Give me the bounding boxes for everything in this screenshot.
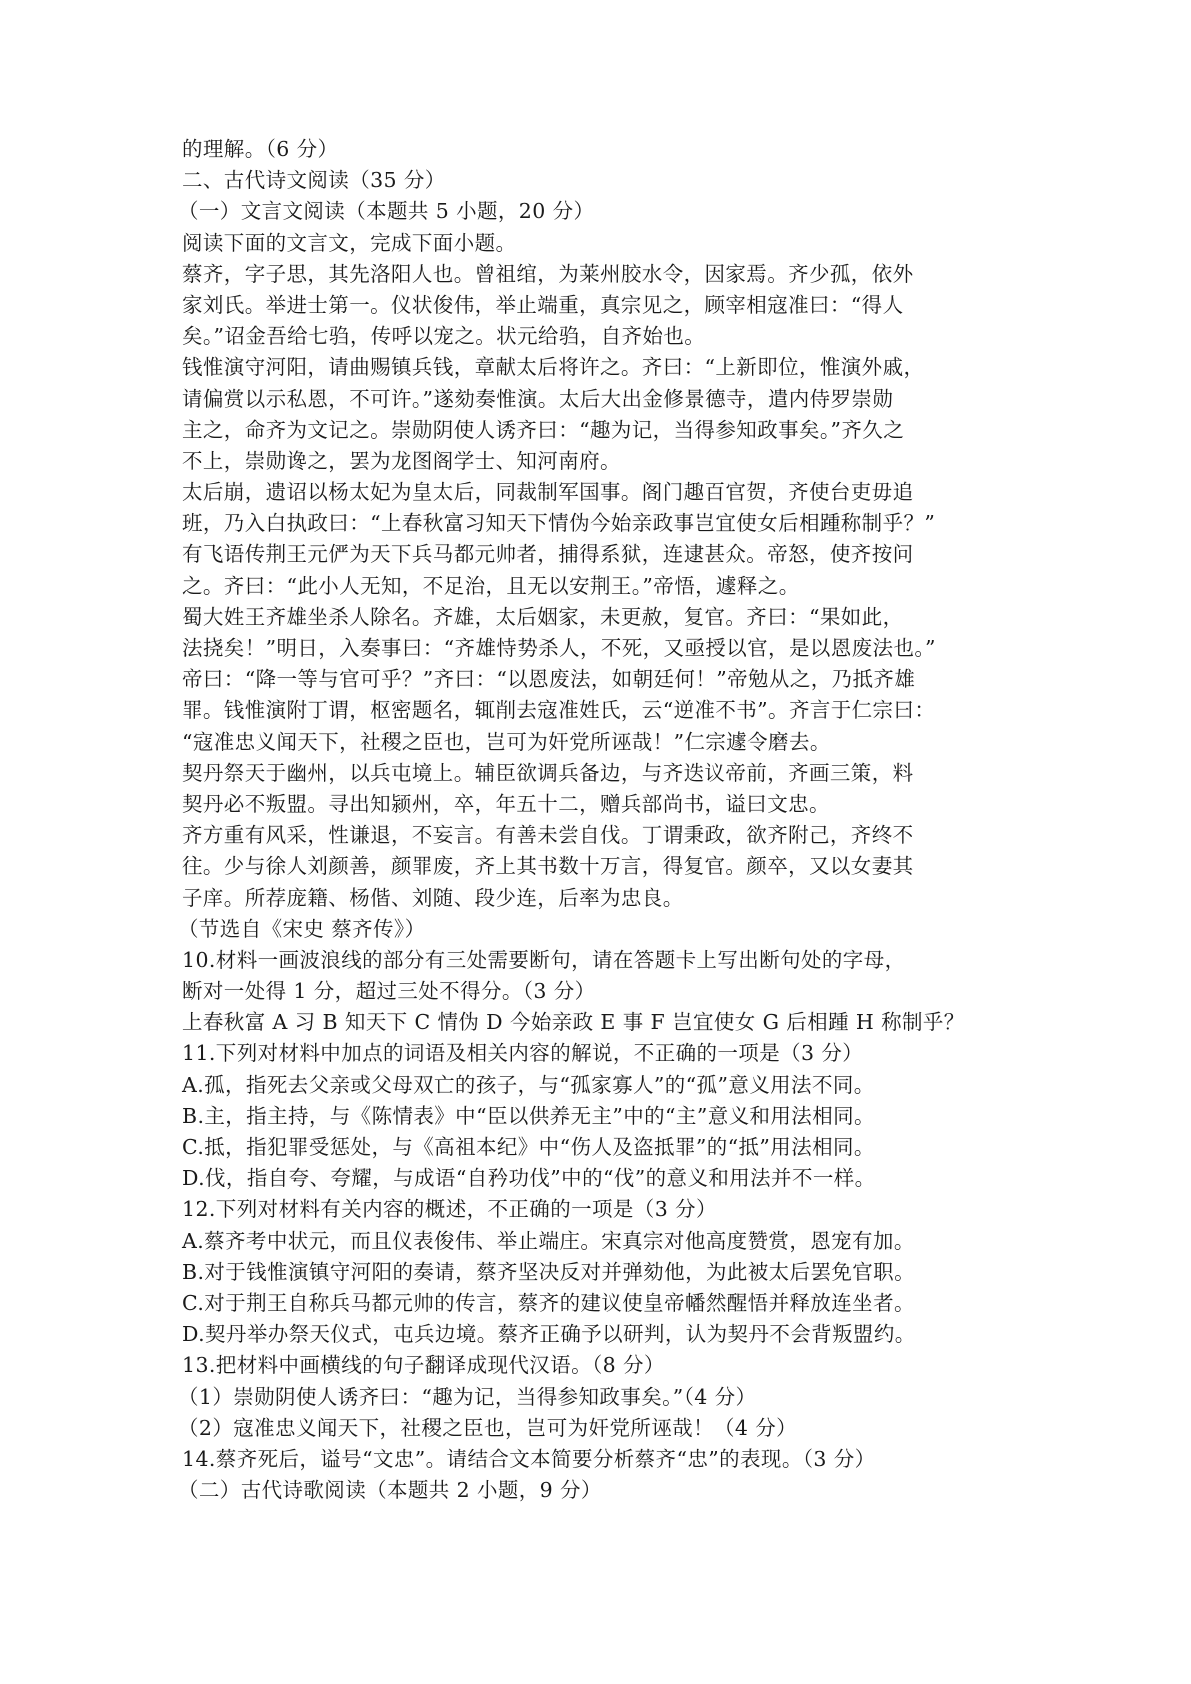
passage-line: 子庠。所荐庞籍、杨偕、刘随、段少连，后率为忠良。: [182, 885, 684, 910]
passage-line: 太后崩，遗诏以杨太妃为皇太后，同裁制军国事。阁门趣百官贺，齐使台吏毋追: [182, 480, 914, 505]
question-11-option-c: C.抵，指犯罪受惩处，与《高祖本纪》中“伤人及盗抵罪”的“抵”用法相同。: [182, 1135, 875, 1159]
passage-line: 齐方重有风采，性谦退，不妄言。有善未尝自伐。丁谓秉政，欲齐附己，齐终不: [182, 823, 914, 848]
question-13-part-2: （2）寇准忠义闻天下，社稷之臣也，岂可为奸党所诬哉！（4 分）: [178, 1415, 797, 1440]
passage-line: 班，乃入白执政曰：“上春秋富习知天下情伪今始亲政事岂宜使女后相踵称制乎？”: [182, 511, 936, 536]
passage-line: 罪。钱惟演附丁谓，枢密题名，辄削去寇准姓氏，云“逆准不书”。齐言于仁宗曰：: [182, 698, 936, 723]
passage-line: 钱惟演守河阳，请曲赐镇兵钱，章献太后将许之。齐曰：“上新即位，惟演外戚，: [182, 355, 925, 380]
passage-line: 主之，命齐为文记之。崇勋阴使人诱齐曰：“趣为记，当得参知政事矣。”齐久之: [182, 417, 905, 442]
passage-line: 契丹必不叛盟。寻出知颍州，卒，年五十二，赠兵部尚书，谥曰文忠。: [182, 791, 830, 816]
passage-line: 家刘氏。举进士第一。仪状俊伟，举止端重，真宗见之，顾宰相寇准曰：“得人: [182, 292, 904, 317]
passage-line: 帝曰：“降一等与官可乎？”齐曰：“以恩废法，如朝廷何！”帝勉从之，乃抵齐雄: [182, 667, 916, 692]
text-line: 的理解。（6 分）: [182, 137, 339, 161]
passage-line: 不上，崇勋谗之，罢为龙图阁学士、知河南府。: [182, 448, 621, 473]
question-12-option-b: B.对于钱惟演镇守河阳的奏请，蔡齐坚决反对并弹劾他，为此被太后罢免官职。: [182, 1259, 915, 1284]
question-10-cont: 断对一处得 1 分，超过三处不得分。（3 分）: [182, 979, 596, 1004]
passage-line: 有飞语传荆王元俨为天下兵马都元帅者，捕得系狱，连逮甚众。帝怒，使齐按问: [182, 542, 914, 567]
question-11: 11.下列对材料中加点的词语及相关内容的解说，不正确的一项是（3 分）: [182, 1041, 864, 1066]
passage-line: 契丹祭天于幽州，以兵屯境上。辅臣欲调兵备边，与齐迭议帝前，齐画三策，料: [182, 760, 914, 785]
subsection-heading: （一）文言文阅读（本题共 5 小题，20 分）: [178, 199, 595, 224]
passage-line: “寇准忠义闻天下，社稷之臣也，岂可为奸党所诬哉！”仁宗遽令磨去。: [182, 729, 831, 754]
question-11-option-a: A.孤，指死去父亲或父母双亡的孩子，与“孤家寡人”的“孤”意义用法不同。: [182, 1072, 875, 1097]
passage-line: 蔡齐，字子思，其先洛阳人也。曾祖绾，为莱州胶水令，因家焉。齐少孤，依外: [182, 261, 914, 286]
passage-line: 法挠矣！”明日，入奏事曰：“齐雄恃势杀人，不死，又亟授以官，是以恩废法也。”: [182, 636, 936, 660]
question-11-option-d: D.伐，指自夸、夸耀，与成语“自矜功伐”中的“伐”的意义和用法并不一样。: [182, 1166, 876, 1191]
question-12-option-d: D.契丹举办祭天仪式，屯兵边境。蔡齐正确予以研判，认为契丹不会背叛盟约。: [182, 1322, 916, 1347]
question-10: 10.材料一画波浪线的部分有三处需要断句，请在答题卡上写出断句处的字母，: [182, 947, 906, 972]
source-citation: （节选自《宋史 蔡齐传》）: [178, 916, 426, 941]
document-page: [178, 134, 1082, 1506]
question-10-options: 上春秋富 A 习 B 知天下 C 情伪 D 今始亲政 E 事 F 岂宜使女 G 后相踵 H 称制乎？: [182, 1010, 965, 1035]
passage-line: 矣。”诏金吾给七驺，传呼以宠之。状元给驺，自齐始也。: [182, 324, 706, 349]
question-14: 14.蔡齐死后，谥号“文忠”。请结合文本简要分析蔡齐“忠”的表现。（3 分）: [182, 1446, 876, 1471]
question-13: 13.把材料中画横线的句子翻译成现代汉语。（8 分）: [182, 1353, 665, 1378]
instruction-text: 阅读下面的文言文，完成下面小题。: [182, 230, 517, 255]
question-12-option-a: A.蔡齐考中状元，而且仪表俊伟、举止端庄。宋真宗对他高度赞赏，恩宠有加。: [182, 1228, 915, 1253]
question-13-part-1: （1）崇勋阴使人诱齐曰：“趣为记，当得参知政事矣。”（4 分）: [178, 1384, 757, 1409]
question-11-option-b: B.主，指主持，与《陈情表》中“臣以供养无主”中的“主”意义和用法相同。: [182, 1103, 875, 1128]
passage-line: 蜀大姓王齐雄坐杀人除名。齐雄，太后姻家，未更赦，复官。齐曰：“果如此，: [182, 604, 904, 629]
question-12-option-c: C.对于荆王自称兵马都元帅的传言，蔡齐的建议使皇帝幡然醒悟并释放连坐者。: [182, 1290, 915, 1315]
subsection-heading: （二）古代诗歌阅读（本题共 2 小题，9 分）: [178, 1478, 602, 1503]
passage-line: 往。少与徐人刘颜善，颜罪废，齐上其书数十万言，得复官。颜卒，又以女妻其: [182, 854, 914, 879]
passage-line: 之。齐曰：“此小人无知，不足治，且无以安荆王。”帝悟，遽释之。: [182, 573, 800, 598]
question-12: 12.下列对材料有关内容的概述，不正确的一项是（3 分）: [182, 1197, 717, 1222]
section-heading: 二、古代诗文阅读（35 分）: [182, 168, 446, 193]
passage-line: 请偏赏以示私恩，不可许。”遂劾奏惟演。太后大出金修景德寺，遣内侍罗崇勋: [182, 386, 894, 411]
